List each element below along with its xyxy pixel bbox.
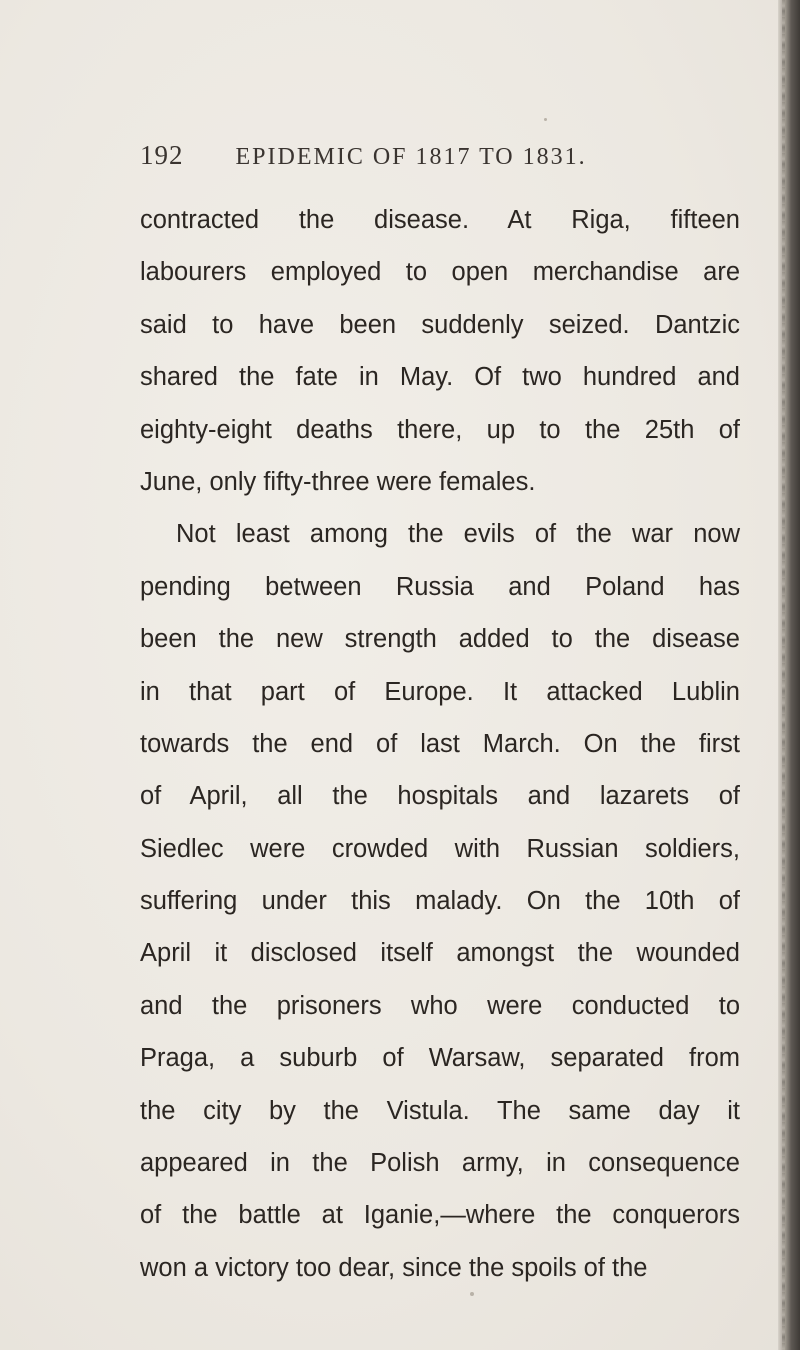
text-line: Siedlec were crowded with Russian soldiers, <box>140 834 740 863</box>
text-line: won a victory too dear, since the spoils of the <box>140 1253 648 1282</box>
text-line: Praga, a suburb of Warsaw, separated from <box>140 1044 740 1073</box>
body-text <box>140 194 740 1294</box>
paper-speck <box>470 1292 474 1296</box>
text-line: the city by the Vistula. The same day it <box>140 1096 740 1125</box>
text-line: June, only fifty-three were females. <box>140 467 536 496</box>
text-line: of the battle at Iganie,—where the conquerors <box>140 1201 740 1230</box>
text-line: said to have been suddenly seized. Dantzic <box>140 310 740 339</box>
running-head <box>140 140 660 180</box>
text-line: contracted the disease. At Riga, fifteen <box>140 206 740 234</box>
text-line: in that part of Europe. It attacked Lublin <box>140 677 740 706</box>
book-binding-edge <box>778 0 800 1350</box>
text-line: appeared in the Polish army, in consequence <box>140 1149 740 1178</box>
text-line: been the new strength added to the disease <box>140 625 740 654</box>
page-number: 192 <box>140 140 184 170</box>
text-line: shared the fate in May. Of two hundred and <box>140 363 740 392</box>
text-line: labourers employed to open merchandise are <box>140 258 740 287</box>
text-line: of April, all the hospitals and lazarets of <box>140 782 740 811</box>
text-line: suffering under this malady. On the 10th of <box>140 887 740 916</box>
paper-speck <box>544 118 547 121</box>
text-line: April it disclosed itself amongst the wounded <box>140 939 740 968</box>
text-line: towards the end of last March. On the first <box>140 729 740 758</box>
text-line: eighty-eight deaths there, up to the 25th of <box>140 415 740 444</box>
running-title: EPIDEMIC OF 1817 TO 1831. <box>235 144 587 170</box>
text-line: pending between Russia and Poland has <box>140 572 740 601</box>
paragraph-first-line: Not least among the evils of the war now <box>176 520 740 549</box>
text-line: and the prisoners who were conducted to <box>140 991 740 1020</box>
